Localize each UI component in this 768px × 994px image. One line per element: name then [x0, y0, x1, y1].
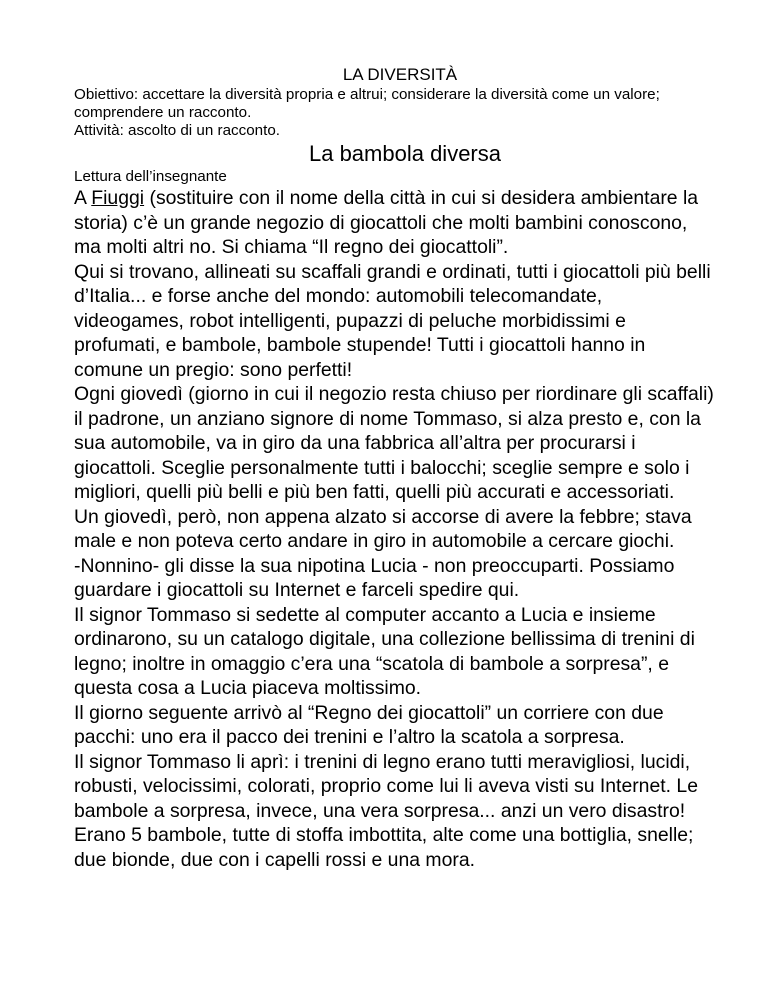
paragraph-1-prefix: A	[74, 187, 92, 209]
story-paragraph-6: Il signor Tommaso si sedette al computer accanto a Lucia e insieme ordinarono, su un catalogo digitale, una collezione bellissima di trenini di legno; inoltre in omaggio c’era una “scatola di bambole a sorpresa”, e questa cosa a Lucia piaceva moltissimo.	[74, 603, 695, 699]
story-title: La bambola diversa	[308, 141, 501, 166]
reading-note: Lettura dell’insegnante	[74, 168, 227, 185]
activity-text: Attività: ascolto di un racconto.	[74, 122, 280, 139]
document-page	[74, 64, 714, 872]
story-paragraph-2: Qui si trovano, allineati su scaffali grandi e ordinati, tutti i giocattoli più belli d’Italia... e forse anche del mondo: automobili telecomandate, videogames, robot intelligenti, pupazzi di peluche morbidissimi e profumati, e bambole, bambole stupende! Tutti i giocattoli hanno in comune un pregio: sono perfetti!	[74, 260, 711, 381]
story-paragraph-8: Il signor Tommaso li aprì: i trenini di legno erano tutti meravigliosi, lucidi, robusti, velocissimi, colorati, proprio come lui li aveva visti su Internet. Le bambole a sorpresa, invece, una vera sorpresa... anzi un vero disastro!	[74, 750, 698, 822]
story-paragraph-1	[74, 186, 714, 260]
story-paragraph-3: Ogni giovedì (giorno in cui il negozio resta chiuso per riordinare gli scaffali) il padrone, un anziano signore di nome Tommaso, si alza presto e, con la sua automobile, va in giro da una fabbrica all’altra per procurarsi i giocattoli. Sceglie personalmente tutti i balocchi; sceglie sempre e solo i migliori, quelli più belli e più ben fatti, quelli più accurati e accessoriati.	[74, 383, 714, 503]
document-title: LA DIVERSITÀ	[342, 65, 458, 84]
story-paragraph-5: -Nonnino- gli disse la sua nipotina Lucia - non preoccuparti. Possiamo guardare i giocattoli su Internet e farceli spedire qui.	[74, 554, 675, 601]
city-name: Fiuggi	[91, 187, 145, 209]
story-paragraph-9: Erano 5 bambole, tutte di stoffa imbottita, alte come una bottiglia, snelle; due bionde, due con i capelli rossi e una mora.	[74, 824, 694, 871]
paragraph-1-text: (sostituire con il nome della città in cui si desidera ambientare la storia) c’è un grande negozio di giocattoli che molti bambini conoscono, ma molti altri no. Si chiama “Il regno dei giocattoli”.	[74, 187, 699, 258]
story-paragraph-4: Un giovedì, però, non appena alzato si accorse di avere la febbre; stava male e non poteva certo andare in giro in automobile a cercare giochi.	[74, 505, 692, 552]
story-body	[74, 186, 714, 872]
objective-text: Obiettivo: accettare la diversità propria e altrui; considerare la diversità come un valore; comprendere un racconto.	[74, 86, 660, 121]
story-paragraph-7: Il giorno seguente arrivò al “Regno dei giocattoli” un corriere con due pacchi: uno era il pacco dei trenini e l’altro la scatola a sorpresa.	[74, 701, 664, 748]
